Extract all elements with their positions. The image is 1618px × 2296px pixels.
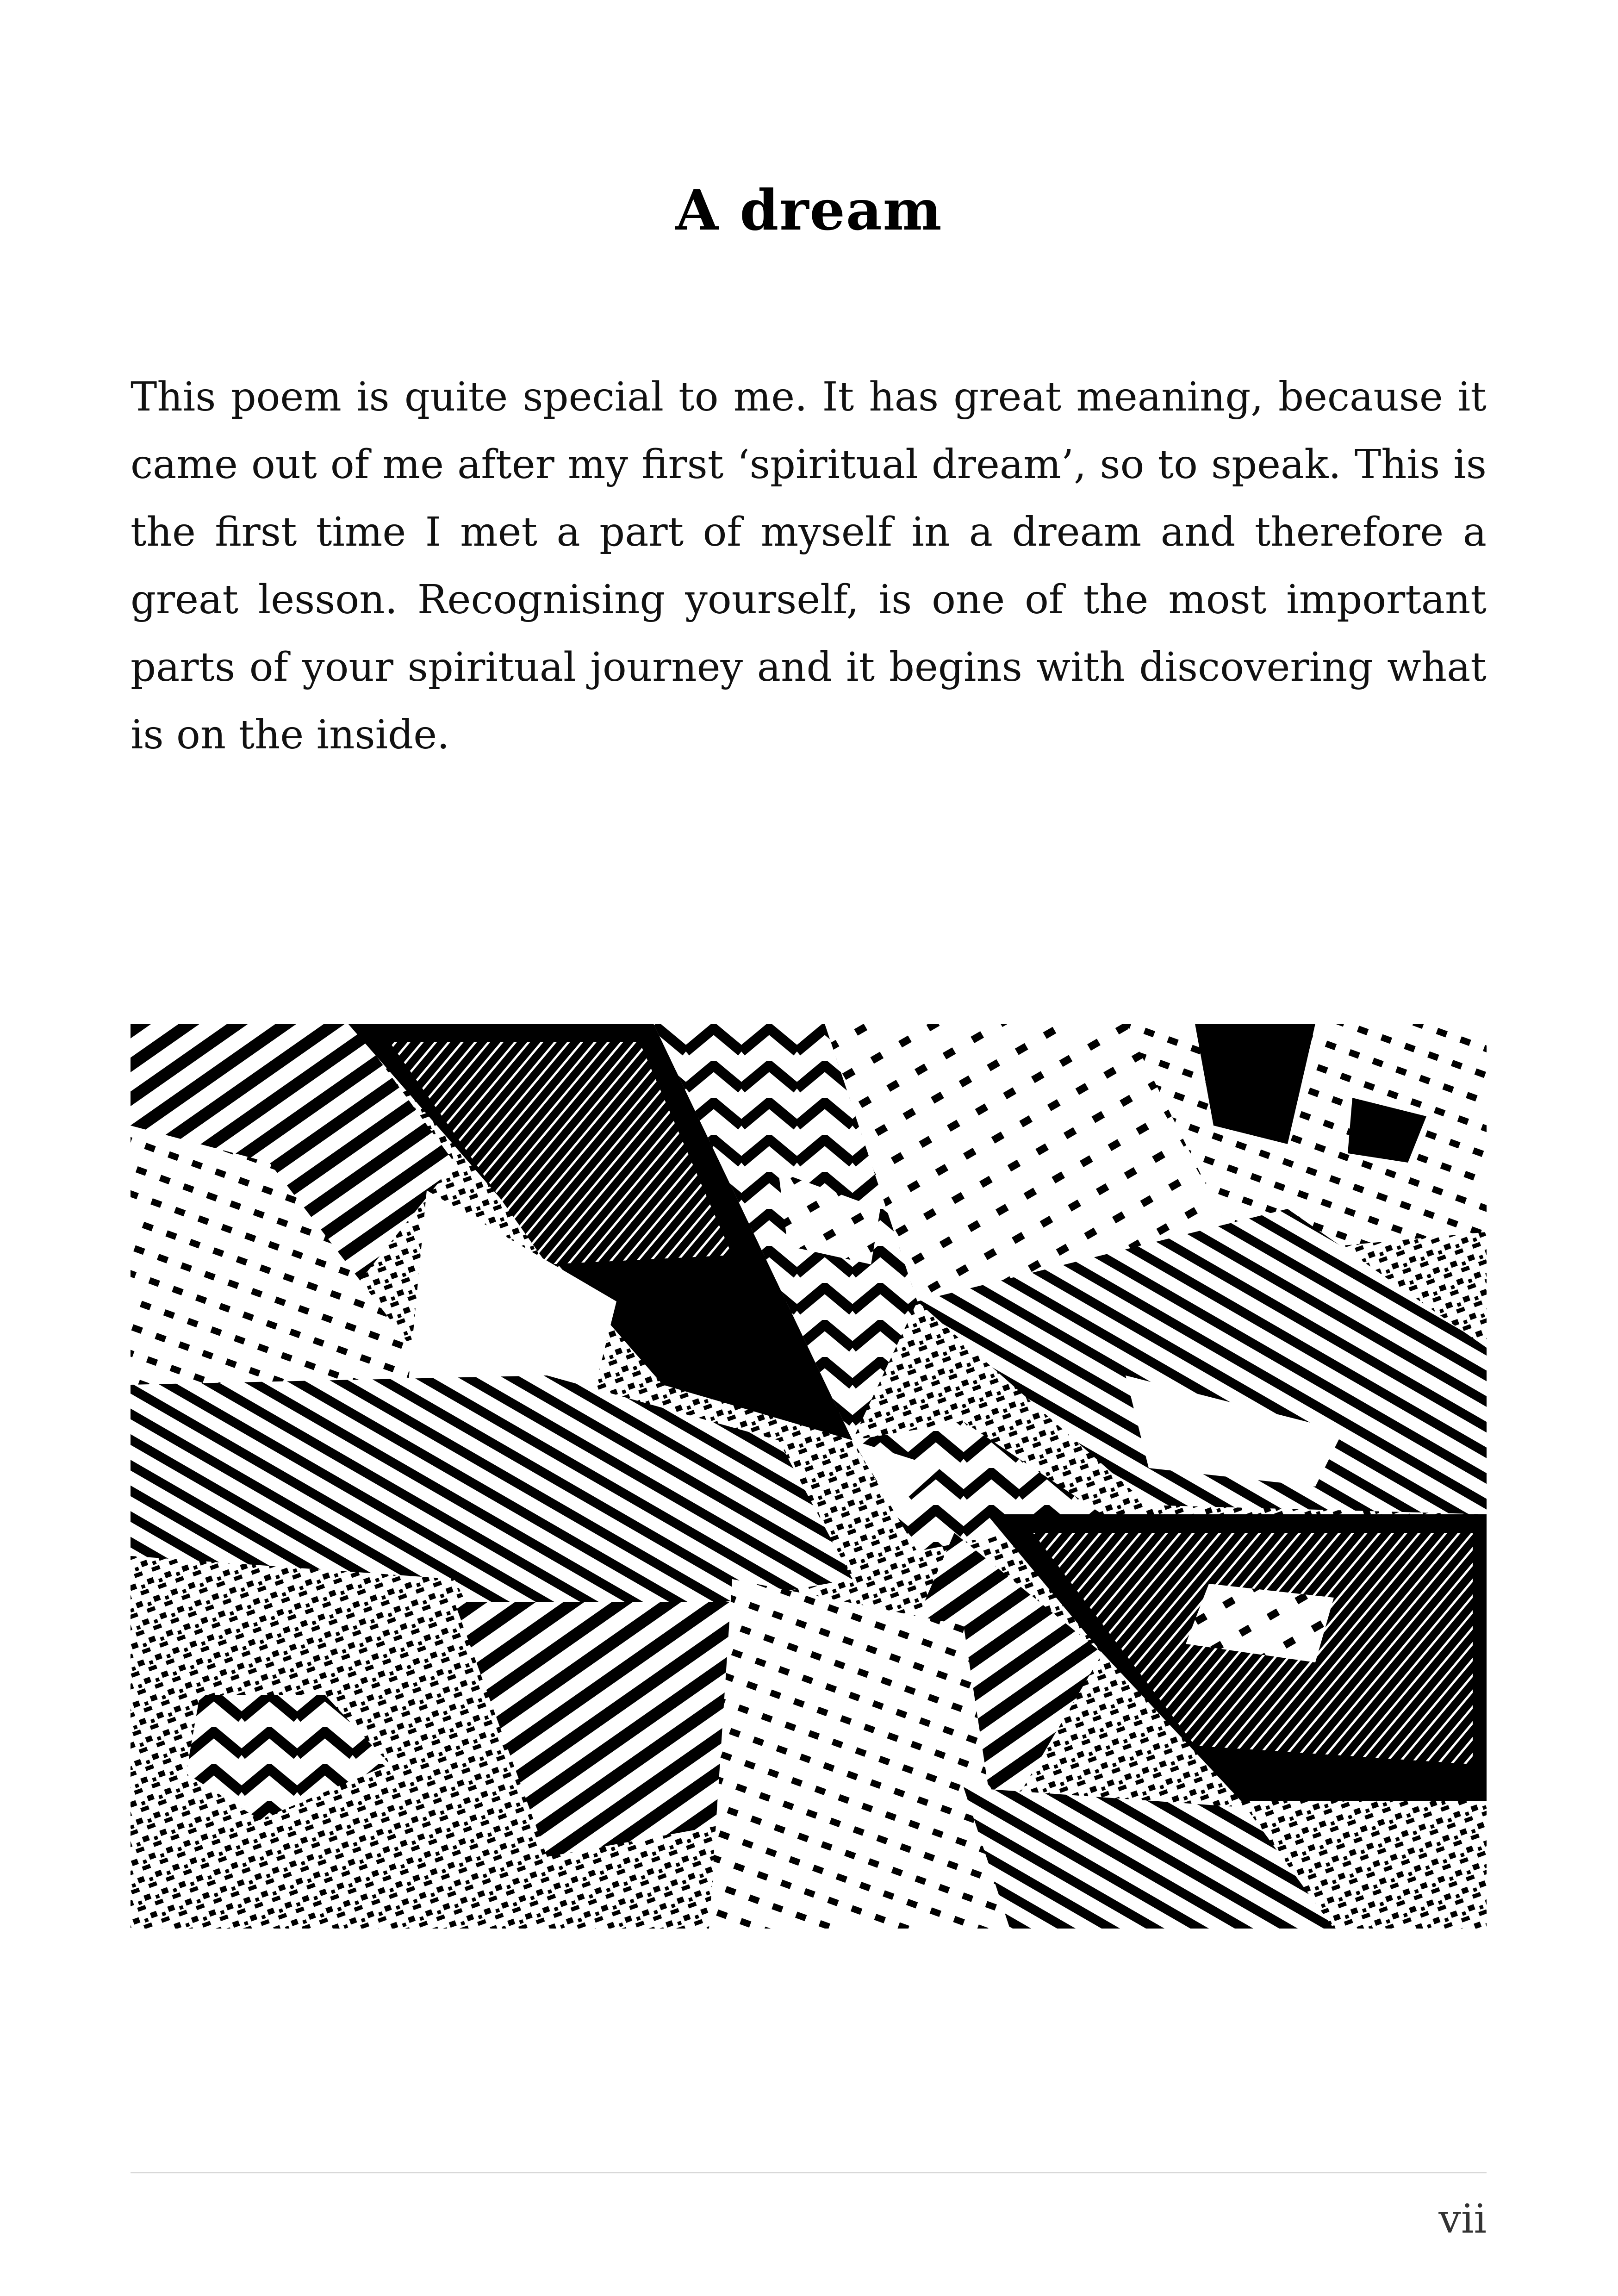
page-number: vii [1438, 2196, 1487, 2242]
page-title: A dream [675, 178, 943, 243]
intro-paragraph: This poem is quite special to me. It has great meaning, because it came out of me after my first ‘spiritual dream’, so to speak. This is the first time I met a part of myself in a dream and therefore a great lesson. Recognising yourself, is one of the most important parts of your spiritual journey and it begins with discovering what is on the inside. [131, 374, 1487, 758]
abstract-illustration [131, 1024, 1487, 1929]
footer-divider [131, 2172, 1487, 2173]
